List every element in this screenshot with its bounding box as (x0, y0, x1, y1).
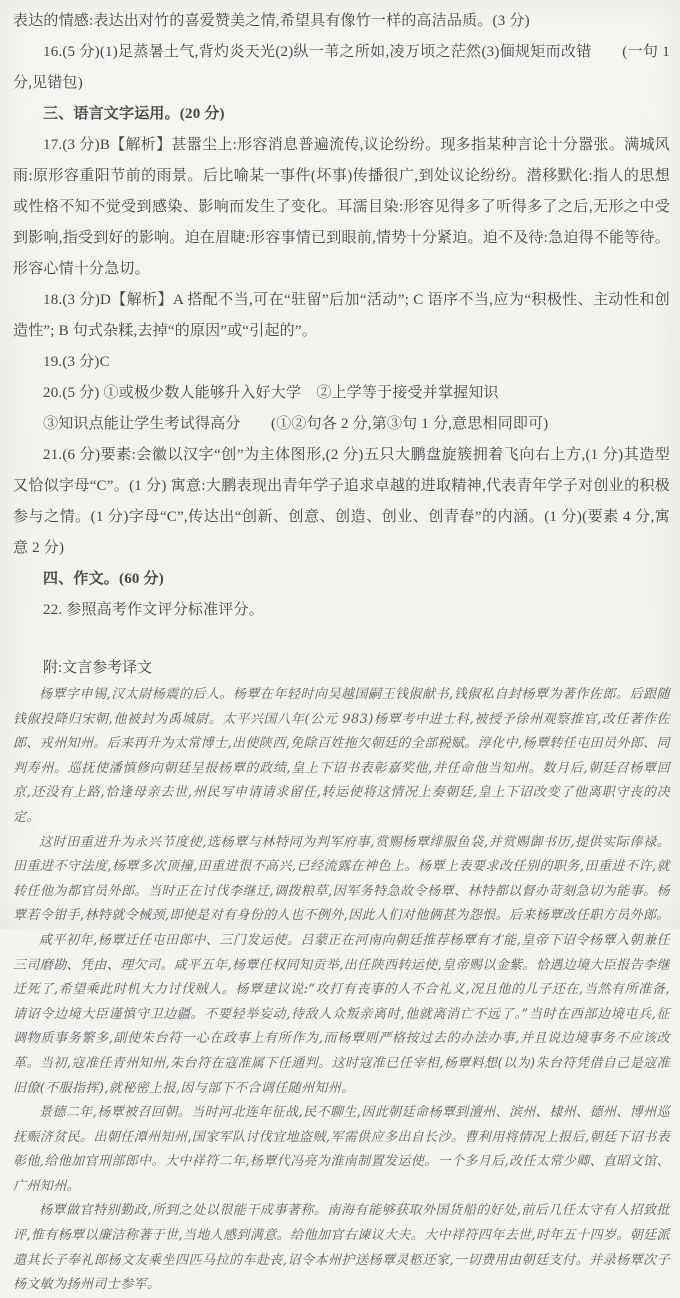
translation-paragraph: 杨覃做官特别勤政,所到之处以很能干成事著称。南海有能够获取外国货船的好处,前后几任太守有人招致批评,惟有杨覃以廉洁称著于世,当地人感到满意。给他加官右谏议大夫。大中祥符四年去世,时年五十四岁。朝廷派遣其长子奉礼郎杨文友乘坐四匹马拉的车赴丧,诏令本州护送杨覃灵柩还家,一切费用由朝廷支付。并录杨覃次子杨文敏为扬州司士参军。 (13, 1203, 670, 1293)
answer-item-19: 19.(3 分)C (43, 354, 110, 370)
answer-item-22: 22. 参照高考作文评分标准评分。 (43, 602, 264, 618)
section-4-heading: 四、作文。(60 分) (43, 571, 164, 587)
answer-item-17: 17.(3 分)B【解析】甚嚣尘上:形容消息普遍流传,议论纷纷。现多指某种言论十分嚣张。满城风雨:原形容重阳节前的雨景。后比喻某一事件(坏事)传播很广,到处议论纷纷。潜移默化:指人的思想或性格不知不觉受到感染、影响而发生了变化。耳濡目染:形容见得多了听得多了之后,无形之中受到影响,指受到好的影响。迫在眉睫:形容事情已到眼前,情势十分紧迫。迫不及待:急迫得不能等待。形容心情十分急切。 (13, 137, 670, 277)
translation-paragraph: 景德二年,杨覃被召回朝。当时河北连年征战,民不聊生,因此朝廷命杨覃到澶州、滨州、棣州、德州、博州巡抚赈济贫民。出朝任潭州知州,国家军队讨伐宜地盗贼,军需供应多出自长沙。曹利用将情况上报后,朝廷下诏书表彰他,给他加官刑部郎中。大中祥符二年,杨覃代冯亮为淮南制置发运使。一个多月后,改任太常少卿、直昭文馆、广州知州。 (13, 1105, 670, 1194)
answer-item-18: 18.(3 分)D【解析】A 搭配不当,可在“驻留”后加“活动”; C 语序不当,应为“积极性、主动性和创造性”; B 句式杂糅,去掉“的原因”或“引起的”。 (13, 292, 670, 339)
answer-item-16: 16.(5 分)(1)足蒸暑土气,背灼炎天光(2)纵一苇之所如,凌万顷之茫然(3)偭规矩而改错 (一句 1 分,见错包) (13, 44, 670, 91)
section-3-heading: 三、语言文字运用。(20 分) (43, 106, 225, 122)
answer-15-continuation: 表达的情感:表达出对竹的喜爱赞美之情,希望具有像竹一样的高洁品质。(3 分) (13, 13, 530, 29)
answer-item-20-line-1: 20.(5 分) ①或极少数人能够升入好大学 ②上学等于接受并掌握知识 (43, 385, 499, 401)
translation-paragraph: 杨覃字申锡,汉太尉杨震的后人。杨覃在年轻时向吴越国嗣王钱俶献书,钱俶私自封杨覃为著作佐郎。后跟随钱俶投降归宋朝,他被封为禹城尉。太平兴国八年(公元 983)杨覃考中进士科,被授予徐州观察推官,改任著作佐郎、戎州知州。后来再升为太常博士,出使陕西,免除百姓拖欠朝廷的全部税赋。淳化中,杨覃转任屯田员外郎、同判寿州。巡抚使潘慎修向朝廷呈报杨覃的政绩,皇上下诏书表彰嘉奖他,并任命他当知州。数月后,朝廷召杨覃回京,还没有上路,恰逢母亲去世,州民写申请请求留任,转运使将这情况上奏朝廷,皇上下诏改变了他离职守丧的决定。 (13, 687, 670, 825)
translation-paragraph: 咸平初年,杨覃迁任屯田郎中、三门发运使。吕蒙正在河南向朝廷推荐杨覃有才能,皇帝下诏令杨覃入朝兼任三司磨勘、凭由、理欠司。咸平五年,杨覃任权同知贡举,出任陕西转运使,皇帝赐以金紫。恰遇边境大臣报告李继迁死了,希望乘此时机大力讨伐贼人。杨覃建议说:“攻打有丧事的人不合礼义,况且他的儿子还在,当然有所准备,请诏令边境大臣谨慎守卫边疆。不要轻举妄动,待敌人众叛亲离时,他就离消亡不远了。”当时在西部边境屯兵,征调物质事务繁多,副使朱台符一心在政事上有所作为,而杨覃则严格按过去的办法办事,并且说边境事务不应该改革。当初,寇准任青州知州,朱台符在寇准属下任通判。这时寇准已任宰相,杨覃料想(以为)朱台符凭借自己是寇准旧僚(不服指挥),就秘密上报,因与部下不合调任随州知州。 (13, 932, 670, 1096)
answer-key-section (13, 6, 670, 626)
appendix-title: 附:文言参考译文 (43, 660, 153, 676)
translation-paragraph: 这时田重进升为永兴节度使,选杨覃与林特同为判军府事,赏赐杨覃绯服鱼袋,并赏赐御书历,提供实际俸禄。田重进不守法度,杨覃多次顶撞,田重进很不高兴,已经流露在神色上。杨覃上表要求改任别的职务,田重进不许,就转任他为都官员外郎。当时正在讨伐李继迁,调拨粮草,因军务特急故令杨覃、林特都以督办苛刻急切为能事。杨覃若令钳手,林特就令械颈,即使是对有身份的人也不例外,因此人们对他俩甚为怨恨。后来杨覃改任职方员外郎。 (13, 834, 670, 924)
answer-item-20-line-2: ③知识点能让学生考试得高分 (①②句各 2 分,第③句 1 分,意思相同即可) (43, 416, 549, 432)
classical-translation-appendix (13, 653, 670, 1298)
answer-item-21: 21.(6 分)要素:会徽以汉字“创”为主体图形,(2 分)五只大鹏盘旋簇拥着飞向右上方,(1 分)其造型又恰似字母“C”。(1 分) 寓意:大鹏表现出青年学子追求卓越的进取精神,代表青年学子对创业的积极参与之情。(1 分)字母“C”,传达出“创新、创意、创造、创业、创青春”的内涵。(1 分)(要素 4 分,寓意 2 分) (13, 447, 670, 556)
